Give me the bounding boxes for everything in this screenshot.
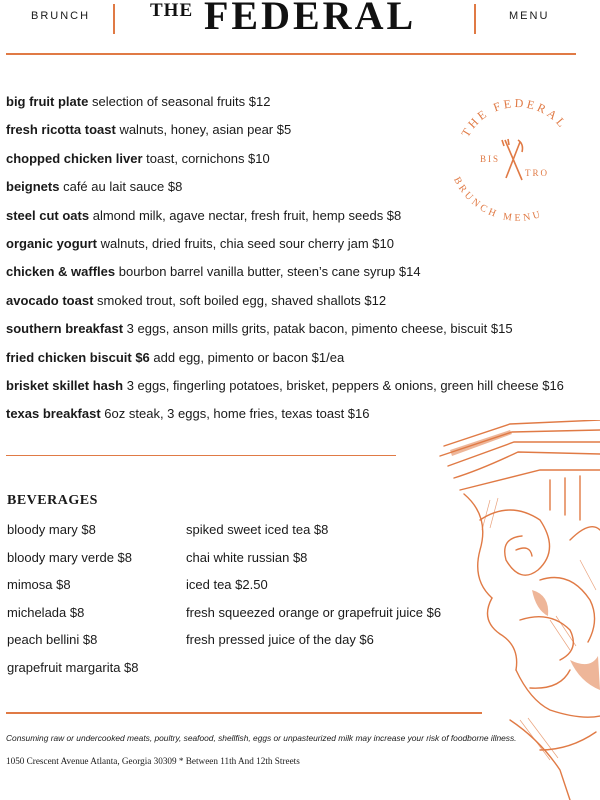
beverages-column-1	[7, 520, 139, 686]
stamp-top-text: THE FEDERAL	[458, 95, 571, 140]
beverage-item: bloody mary $8	[7, 522, 96, 537]
beverage-item: peach bellini $8	[7, 632, 98, 648]
logo-the: THE	[150, 0, 194, 21]
item-name: steel cut oats	[6, 207, 90, 223]
item-name: southern breakfast	[6, 321, 124, 337]
beverage-item: spiked sweet iced tea $8	[186, 522, 329, 537]
item-desc: 6oz steak, 3 eggs, home fries, texas toast $16	[104, 406, 370, 422]
header-divider-left	[113, 4, 115, 34]
item-desc: walnuts, honey, asian pear $5	[119, 122, 292, 138]
corinthian-column-illustration	[420, 420, 600, 800]
beverage-item: fresh squeezed orange or grapefruit juice $6	[186, 604, 442, 620]
item-desc: café au lait sauce $8	[63, 179, 183, 195]
stamp-tro-text: TRO	[525, 168, 549, 178]
item-name: beignets	[6, 179, 60, 195]
restaurant-logo	[150, 0, 440, 38]
beverage-item: michelada $8	[7, 604, 85, 620]
menu-item	[6, 319, 566, 347]
beverage-item: mimosa $8	[7, 577, 71, 593]
brunch-label: BRUNCH	[31, 10, 91, 22]
beverage-item: fresh pressed juice of the day $6	[186, 632, 374, 648]
beverage-item: chai white russian $8	[186, 549, 308, 565]
logo-name: FEDERAL	[204, 0, 417, 38]
food-safety-disclaimer: Consuming raw or undercooked meats, poultry, seafood, shellfish, eggs or unpasteurized milk may increase your risk of foodborne illness.	[6, 733, 517, 743]
item-desc: bourbon barrel vanilla butter, steen’s cane syrup $14	[118, 264, 421, 280]
header-rule	[6, 53, 576, 55]
menu-item	[6, 120, 566, 148]
menu-label: MENU	[509, 10, 550, 22]
footer-rule	[6, 712, 482, 714]
item-desc: 3 eggs, anson mills grits, patak bacon, pimento cheese, biscuit $15	[126, 321, 513, 337]
item-name: brisket skillet hash	[6, 377, 124, 393]
menu-item	[6, 348, 566, 376]
header-divider-right	[474, 4, 476, 34]
item-desc: selection of seasonal fruits $12	[91, 94, 271, 109]
item-desc: almond milk, agave nectar, fresh fruit, hemp seeds $8	[92, 207, 402, 223]
menu-item	[6, 206, 566, 234]
item-name: fresh ricotta toast	[6, 122, 116, 138]
item-name: big fruit plate	[6, 94, 89, 109]
item-desc: walnuts, dried fruits, chia seed sour cherry jam $10	[100, 235, 394, 251]
item-name: chopped chicken liver	[6, 150, 143, 166]
menu-item	[6, 291, 566, 319]
menu-item	[6, 92, 566, 120]
menu-item	[6, 262, 566, 290]
page-header	[0, 0, 600, 56]
item-name: texas breakfast	[6, 406, 101, 422]
stamp-bis-text: BIS	[480, 154, 501, 164]
menu-item	[6, 177, 566, 205]
item-desc: smoked trout, soft boiled egg, shaved shallots $12	[97, 292, 387, 308]
menu-item	[6, 234, 566, 262]
beverages-column-2	[186, 520, 441, 658]
item-name: fried chicken biscuit $6	[6, 349, 150, 365]
beverage-item: iced tea $2.50	[186, 577, 268, 593]
item-name: organic yogurt	[6, 235, 98, 251]
section-divider	[6, 455, 396, 456]
item-desc: toast, cornichons $10	[146, 150, 270, 166]
stamp-bottom-text: BRUNCH MENU	[451, 175, 545, 224]
beverages-heading: BEVERAGES	[7, 493, 98, 508]
beverage-item: bloody mary verde $8	[7, 549, 133, 565]
menu-item	[6, 149, 566, 177]
beverage-item: grapefruit margarita $8	[7, 659, 139, 675]
food-menu	[6, 92, 566, 433]
menu-item	[6, 376, 566, 404]
item-name: avocado toast	[6, 292, 94, 308]
restaurant-address: 1050 Crescent Avenue Atlanta, Georgia 30309 * Between 11th And 12th Streets	[6, 756, 300, 766]
item-desc: add egg, pimento or bacon $1/ea	[153, 349, 345, 365]
item-name: chicken & waffles	[6, 264, 116, 280]
item-desc: 3 eggs, fingerling potatoes, brisket, peppers & onions, green hill cheese $16	[126, 377, 564, 393]
